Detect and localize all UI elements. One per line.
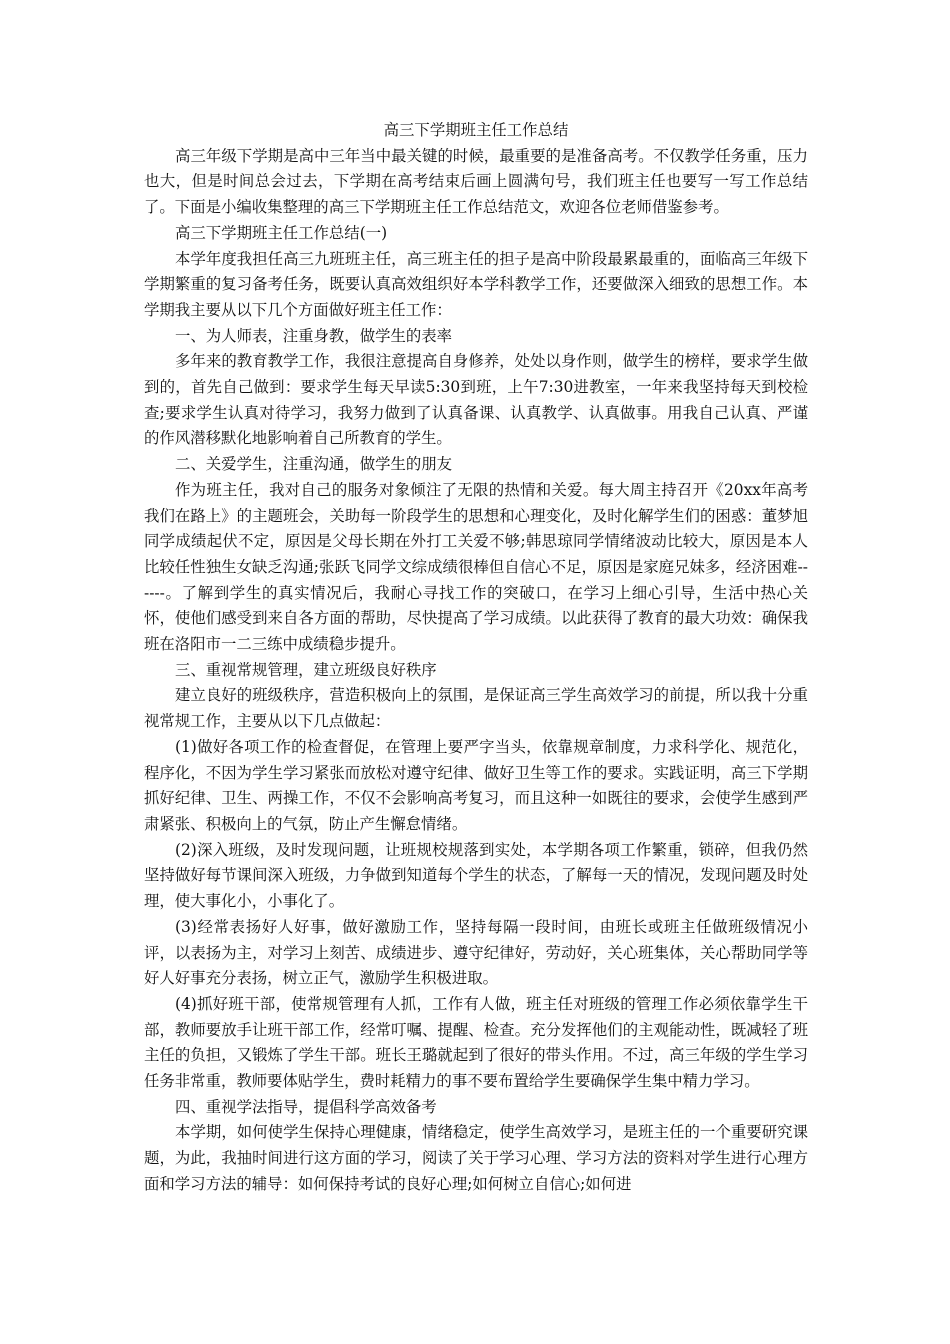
document-page bbox=[144, 118, 808, 1198]
document-title: 高三下学期班主任工作总结 bbox=[383, 121, 569, 139]
list-item-paragraph: (2)深入班级，及时发现问题，让班规校规落到实处，本学期各项工作繁重，锁碎，但我仍然坚持做好每节课间深入班级，力争做到知道每个学生的状态，了解每一天的情况，发现问题及时处理，使大事化小，小事化了。 bbox=[144, 840, 808, 911]
list-item-paragraph: (3)经常表扬好人好事，做好激励工作，坚持每隔一段时间，由班长或班主任做班级情况小评，以表扬为主，对学习上刻苦、成绩进步、遵守纪律好，劳动好，关心班集体，关心帮助同学等好人好事充分表扬，树立正气，激励学生积极进取。 bbox=[144, 917, 808, 988]
body-paragraph: 作为班主任，我对自己的服务对象倾注了无限的热情和关爱。每大周主持召开《20xx年高考我们在路上》的主题班会，关助每一阶段学生的思想和心理变化，及时化解学生们的困惑：董梦旭同学成绩起伏不定，原因是父母长期在外打工关爱不够;韩思琼同学情绪波动比较大，原因是本人比较任性独生女缺乏沟通;张跃飞同学文综成绩很棒但自信心不足，原因是家庭兄妹多，经济困难------。了解到学生的真实情况后，我耐心寻找工作的突破口，在学习上细心引导，生活中热心关怀，使他们感受到来自各方面的帮助，尽快提高了学习成绩。以此获得了教育的最大功效：确保我班在洛阳市一二三练中成绩稳步提升。 bbox=[144, 480, 808, 654]
section-heading: 高三下学期班主任工作总结(一) bbox=[175, 223, 388, 242]
section-heading: 四、重视学法指导，提倡科学高效备考 bbox=[175, 1097, 437, 1116]
section-heading: 一、为人师表，注重身教，做学生的表率 bbox=[175, 326, 453, 345]
body-paragraph: 建立良好的班级秩序，营造积极向上的氛围，是保证高三学生高效学习的前提，所以我十分重视常规工作，主要从以下几点做起： bbox=[144, 686, 808, 731]
body-paragraph: 多年来的教育教学工作，我很注意提高自身修养，处处以身作则，做学生的榜样，要求学生做到的，首先自己做到：要求学生每天早读5:30到班，上午7:30进教室，一年来我坚持每天到校检查;要求学生认真对待学习，我努力做到了认真备课、认真教学、认真做事。用我自己认真、严谨的作风潜移默化地影响着自己所教育的学生。 bbox=[144, 352, 808, 448]
list-item-paragraph: (4)抓好班干部，使常规管理有人抓，工作有人做，班主任对班级的管理工作必须依靠学生干部，教师要放手让班干部工作，经常叮嘱、提醒、检查。充分发挥他们的主观能动性，既减轻了班主任的负担，又锻炼了学生干部。班长王璐就起到了很好的带头作用。不过，高三年级的学生学习任务非常重，教师要体贴学生，费时耗精力的事不要布置给学生要确保学生集中精力学习。 bbox=[144, 994, 808, 1091]
body-paragraph: 本学期，如何使学生保持心理健康，情绪稳定，使学生高效学习，是班主任的一个重要研究课题，为此，我抽时间进行这方面的学习，阅读了关于学习心理、学习方法的资料对学生进行心理方面和学习方法的辅导：如何保持考试的良好心理;如何树立自信心;如何进 bbox=[144, 1123, 808, 1193]
body-paragraph: 本学年度我担任高三九班班主任，高三班主任的担子是高中阶段最累最重的，面临高三年级下学期繁重的复习备考任务，既要认真高效组织好本学科教学工作，还要做深入细致的思想工作。本学期我主要从以下几个方面做好班主任工作： bbox=[144, 249, 808, 319]
list-item-paragraph: (1)做好各项工作的检查督促，在管理上要严字当头，依靠规章制度，力求科学化、规范化，程序化，不因为学生学习紧张而放松对遵守纪律、做好卫生等工作的要求。实践证明，高三下学期抓好纪律、卫生、两操工作，不仅不会影响高考复习，而且这种一如既往的要求，会使学生感到严肃紧张、积极向上的气氛，防止产生懈怠情绪。 bbox=[144, 737, 808, 833]
section-heading: 三、重视常规管理，建立班级良好秩序 bbox=[175, 660, 437, 679]
section-heading: 二、关爱学生，注重沟通，做学生的朋友 bbox=[175, 455, 453, 474]
intro-paragraph: 高三年级下学期是高中三年当中最关键的时候，最重要的是准备高考。不仅教学任务重，压力也大，但是时间总会过去，下学期在高考结束后画上圆满句号，我们班主任也要写一写工作总结了。下面是小编收集整理的高三下学期班主任工作总结范文，欢迎各位老师借鉴参考。 bbox=[144, 146, 808, 217]
